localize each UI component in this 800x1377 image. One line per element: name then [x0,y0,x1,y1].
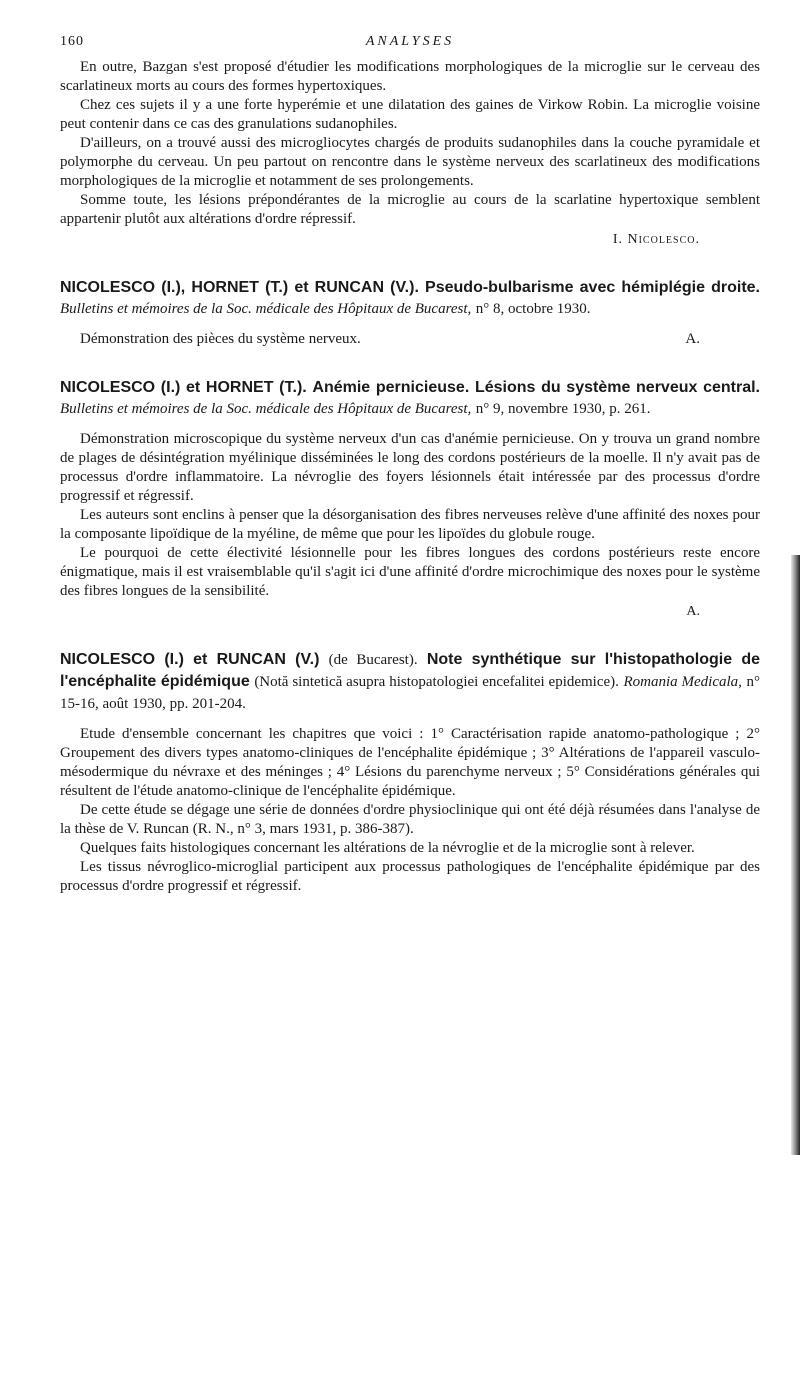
entry-heading [60,377,760,420]
paragraph: Les auteurs sont enclins à penser que la désorganisation des fibres nerveuses relève d'une affinité des noxes pour la composante lipoïdique de la myéline, de même que pour les lipoïdes du globule rouge. [60,507,760,542]
entry-title: Pseudo-bulbarisme avec hémiplégie droite. [425,279,760,296]
entry-details: n° 8, octobre 1930. [475,301,591,317]
entry-heading [60,277,760,320]
paragraph: En outre, Bazgan s'est proposé d'étudier les modifications morphologiques de la microglie sur le cerveau des scarlatineux morts au cours des formes hypertoxiques. [60,59,760,94]
entry-title: Note synthétique sur l'histopathologie de l'encéphalite épidémique [60,651,760,690]
running-header [60,30,760,58]
entry-authors: NICOLESCO (I.) et RUNCAN (V.) [60,651,320,668]
signature: A. [685,331,700,347]
page-number: 160 [60,34,84,49]
intro-section [60,58,760,249]
signature: I. Nicolesco. [612,232,700,247]
paragraph: Somme toute, les lésions prépondérantes de la microglie au cours de la scarlatine hypertoxique semblent appartenir plutôt aux altérations d'ordre répressif. [60,192,760,227]
entry-subtitle: (Notă sintetică asupra histopatologiei encefalitei epidemice). [254,674,619,690]
entry-journal: Romania Medicala, [623,674,742,690]
signature: A. [686,604,700,619]
entry-heading [60,649,760,715]
entry-place: (de Bucarest). [328,652,418,668]
entry-authors: NICOLESCO (I.), HORNET (T.) et RUNCAN (V.). [60,279,419,296]
paragraph: Chez ces sujets il y a une forte hyperémie et une dilatation des gaines de Virkow Robin. La microglie voisine peut contenir dans ce cas des granulations sudanophiles. [60,97,760,132]
entry-journal: Bulletins et mémoires de la Soc. médicale des Hôpitaux de Bucarest, [60,401,472,417]
entry-details: n° 9, novembre 1930, p. 261. [475,401,651,417]
demo-text: Démonstration des pièces du système nerveux. [80,331,361,347]
entry-encephalite [60,649,760,896]
entry-pseudobulbarisme [60,277,760,349]
paragraph: Le pourquoi de cette électivité lésionnelle pour les fibres longues des cordons postérieurs reste encore énigmatique, mais il est vraisemblable qu'il s'agit ici d'une affinité d'ordre microchimique des noxes pour le système des fibres longues de la sensibilité. [60,545,760,599]
entry-journal: Bulletins et mémoires de la Soc. médicale des Hôpitaux de Bucarest, [60,301,472,317]
paragraph: Les tissus névroglico-microglial participent aux processus pathologiques de l'encéphalite épidémique par des processus d'ordre progressif et régressif. [60,859,760,894]
entry-demo [60,330,760,349]
paragraph: Démonstration microscopique du système nerveux d'un cas d'anémie pernicieuse. On y trouva un grand nombre de plages de désintégration myélinique disséminées le long des cordons postérieurs de la moelle. Il n'y avait pas de processus d'ordre inflammatoire. La névroglie des foyers lésionnels était intéressée par des processus d'ordre progressif et régressif. [60,431,760,504]
running-title: ANALYSES [365,34,455,49]
paragraph: De cette étude se dégage une série de données d'ordre physioclinique qui ont été déjà résumées dans l'analyse de la thèse de V. Runcan (R. N., n° 3, mars 1931, p. 386-387). [60,802,760,837]
entry-authors: NICOLESCO (I.) et HORNET (T.). [60,379,307,396]
scan-edge-shadow [791,555,800,1155]
paragraph: Etude d'ensemble concernant les chapitres que voici : 1° Caractérisation rapide anatomo-pathologique ; 2° Groupement des divers types anatomo-cliniques de l'encéphalite épidémique ; 3° Altérations de l'appareil vasculo-mésodermique du névraxe et des méninges ; 4° Lésions du parenchyme nerveux ; 5° Considérations générales qui résultent de l'étude anatomo-clinique de l'encéphalite épidémique. [60,726,760,799]
entry-details: n° 15-16, août 1930, pp. 201-204. [60,674,760,712]
entry-title: Anémie pernicieuse. Lésions du système nerveux central. [312,379,760,396]
paragraph: D'ailleurs, on a trouvé aussi des microgliocytes chargés de produits sudanophiles dans la couche pyramidale et polymorphe du cerveau. Un peu partout on rencontre dans le système nerveux des scarlatineux des modifications morphologiques de la microglie et notamment de ses prolongements. [60,135,760,189]
entry-anemie-pernicieuse [60,377,760,621]
paragraph: Quelques faits histologiques concernant les altérations de la névroglie et de la microglie sont à relever. [80,840,695,856]
